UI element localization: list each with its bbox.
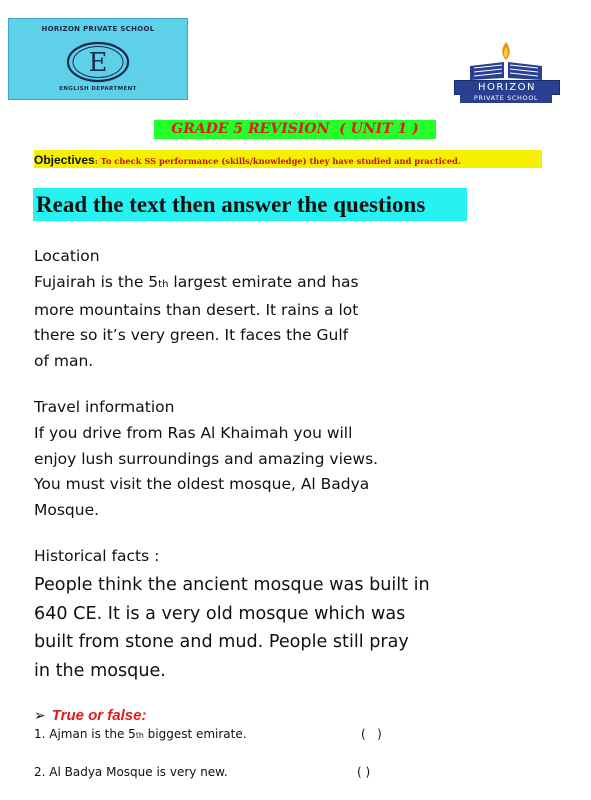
location-line-1 bbox=[34, 270, 359, 298]
ordinal-suffix: th bbox=[158, 279, 169, 290]
location-line-4: of man. bbox=[34, 351, 94, 370]
logo-school-name: HORIZON PRIVATE SCHOOL bbox=[41, 25, 155, 33]
objectives-text: : To check SS performance (skills/knowledge) they have studied and practiced. bbox=[94, 156, 461, 166]
true-false-title: True or false: bbox=[51, 707, 147, 724]
travel-line-2: enjoy lush surroundings and amazing views. bbox=[34, 449, 379, 468]
history-paragraph bbox=[34, 571, 430, 685]
question-1 bbox=[34, 727, 247, 741]
travel-paragraph bbox=[34, 421, 378, 523]
travel-line-3: You must visit the oldest mosque, Al Badya bbox=[34, 475, 370, 493]
objectives-strip bbox=[34, 150, 542, 168]
reading-instruction: Read the text then answer the questions bbox=[33, 188, 467, 221]
location-line-2: more mountains than desert. It rains a lot bbox=[34, 300, 359, 319]
logo-department-name: ENGLISH DEPARTMENT bbox=[59, 86, 137, 92]
travel-heading: Travel information bbox=[34, 398, 175, 416]
history-heading: Historical facts : bbox=[34, 547, 160, 565]
history-line-1: People think the ancient mosque was built in bbox=[34, 575, 430, 595]
book-flame-icon bbox=[450, 36, 562, 82]
question-1-answer-box[interactable]: ( ) bbox=[361, 727, 382, 741]
true-false-header bbox=[34, 705, 147, 724]
history-line-4: in the mosque. bbox=[34, 660, 166, 681]
logo-private-school-text: PRIVATE SCHOOL bbox=[460, 94, 552, 103]
question-1-start: 1. Ajman is the 5 bbox=[34, 727, 136, 741]
english-department-logo bbox=[8, 18, 188, 100]
history-line-2: 640 CE. It is a very old mosque which was bbox=[34, 603, 406, 624]
question-2-answer-box[interactable]: ( ) bbox=[357, 765, 371, 779]
location-line-1-start: Fujairah is the 5 bbox=[34, 273, 159, 291]
question-1-end: biggest emirate. bbox=[143, 727, 247, 741]
objectives-label: Objectives bbox=[34, 153, 95, 167]
location-line-1-end: largest emirate and has bbox=[168, 273, 359, 291]
horizon-school-logo bbox=[450, 36, 562, 106]
history-line-3: built from stone and mud. People still pray bbox=[34, 632, 409, 652]
grade-revision-banner: GRADE 5 REVISION ( UNIT 1 ) bbox=[154, 120, 436, 139]
question-1-ordinal-suffix: th bbox=[135, 731, 144, 740]
location-paragraph bbox=[34, 270, 359, 374]
emblem-letter: E bbox=[88, 48, 108, 78]
arrow-bullet-icon: ➢ bbox=[34, 708, 46, 724]
travel-line-1: If you drive from Ras Al Khaimah you will bbox=[34, 424, 353, 442]
question-2: 2. Al Badya Mosque is very new. bbox=[34, 765, 228, 779]
travel-line-4: Mosque. bbox=[34, 500, 100, 519]
location-heading: Location bbox=[34, 247, 100, 265]
location-line-3: there so it’s very green. It faces the Gulf bbox=[34, 326, 349, 344]
e-emblem-icon bbox=[65, 41, 131, 83]
logo-horizon-text: HORIZON bbox=[454, 80, 560, 95]
